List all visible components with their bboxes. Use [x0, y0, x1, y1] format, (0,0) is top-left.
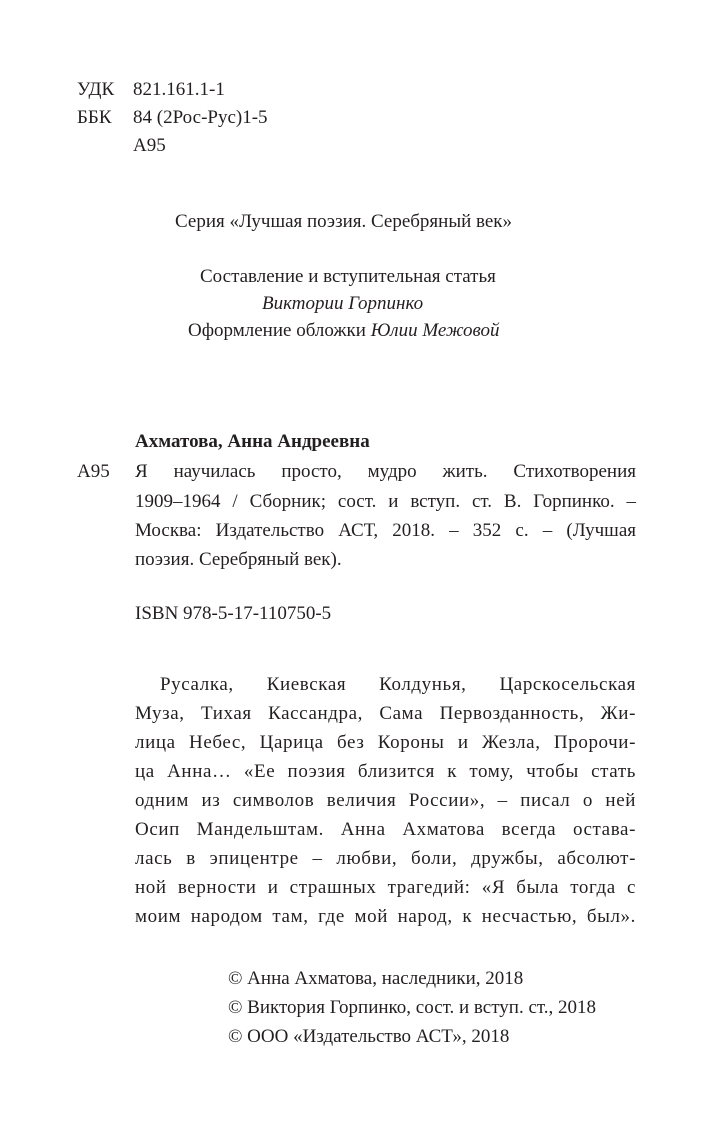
bbk-line	[77, 104, 268, 132]
bbk-value: 84 (2Рос-Рус)1-5	[133, 107, 268, 128]
author-mark-top: А95	[133, 135, 166, 156]
annotation-line-4: ца Анна… «Ее поэзия близится к тому, чтобы стать	[135, 761, 636, 782]
annotation-line-2: Муза, Тихая Кассандра, Сама Первозданность, Жи-	[135, 703, 636, 724]
annotation-line-6: Осип Мандельштам. Анна Ахматова всегда остава-	[135, 819, 636, 840]
catalog-line-4: поэзия. Серебряный век).	[135, 549, 342, 570]
catalog-line-1: Я научилась просто, мудро жить. Стихотворения	[135, 461, 636, 482]
udk-label: УДК	[77, 79, 115, 100]
copyright-line-1: © Анна Ахматова, наследники, 2018	[228, 968, 524, 989]
annotation-line-9: моим народом там, где мой народ, к несчастью, был».	[135, 906, 636, 927]
series-line: Серия «Лучшая поэзия. Серебряный век»	[175, 211, 513, 232]
author-mark: А95	[77, 461, 110, 482]
udk-line	[77, 76, 225, 104]
isbn: ISBN 978-5-17-110750-5	[135, 603, 332, 624]
copyright-line-3: © ООО «Издательство АСТ», 2018	[228, 1026, 510, 1047]
cover-label: Оформление обложки	[188, 320, 366, 341]
cover-designer: Юлии Межовой	[370, 320, 500, 341]
cover-credit	[188, 317, 500, 345]
author-heading: Ахматова, Анна Андреевна	[135, 431, 370, 452]
copyright-line-2: © Виктория Горпинко, сост. и вступ. ст., 2018	[228, 997, 597, 1018]
catalog-line-2: 1909–1964 / Сборник; сост. и вступ. ст. В. Горпинко. –	[135, 491, 636, 512]
udk-value: 821.161.1-1	[133, 79, 225, 100]
annotation-line-5: одним из символов величия России», – писал о ней	[135, 790, 636, 811]
catalog-line-3: Москва: Издательство АСТ, 2018. – 352 с. – (Лучшая	[135, 520, 636, 541]
bbk-label: ББК	[77, 107, 112, 128]
compilation-label: Составление и вступительная статья	[200, 266, 496, 287]
annotation-line-8: ной верности и страшных трагедий: «Я была тогда с	[135, 877, 636, 898]
annotation-line-7: лась в эпицентре – любви, боли, дружбы, абсолют-	[135, 848, 636, 869]
compiler-name: Виктории Горпинко	[262, 293, 424, 314]
annotation-line-3: лица Небес, Царица без Короны и Жезла, Пророчи-	[135, 732, 636, 753]
annotation-line-1: Русалка, Киевская Колдунья, Царскосельская	[160, 674, 636, 695]
